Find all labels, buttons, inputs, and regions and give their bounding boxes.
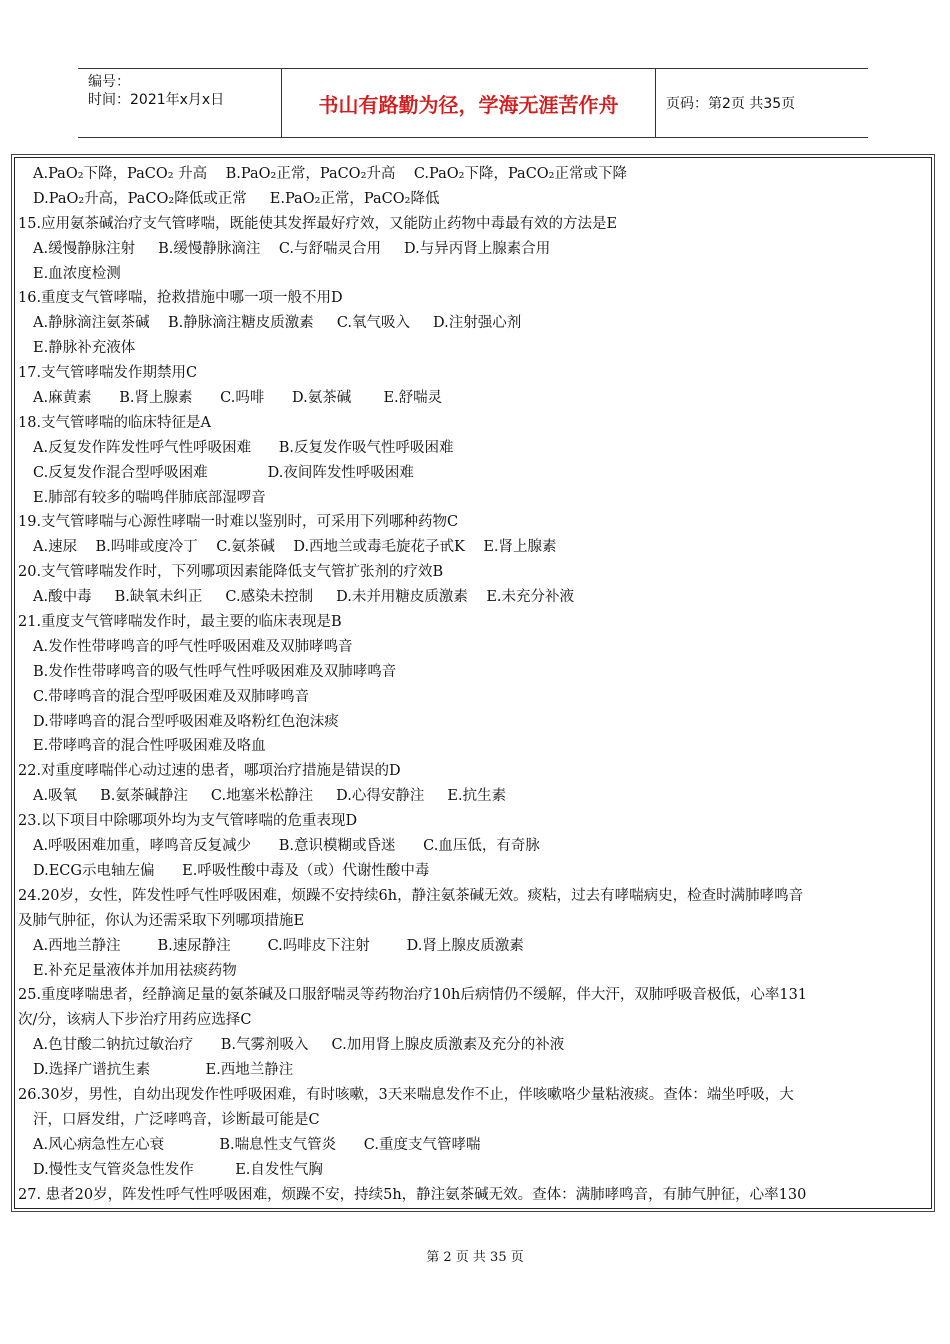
question-lines [18, 162, 931, 1207]
text-line: E.带哮鸣音的混合性呼吸困难及咯血 [33, 738, 266, 755]
text-line: 22.对重度哮喘伴心动过速的患者，哪项治疗措施是错误的D [18, 763, 401, 780]
text-line: D.PaO₂升高，PaCO₂降低或正常 E.PaO₂正常，PaCO₂降低 [33, 190, 440, 207]
text-line: C.反复发作混合型呼吸困难 D.夜间阵发性呼吸困难 [33, 464, 414, 481]
text-line: 23.以下项目中除哪项外均为支气管哮喘的危重表现D [18, 813, 358, 830]
page-footer: 第 2 页 共 35 页 [426, 1250, 524, 1265]
text-line: 汗，口唇发绀，广泛哮鸣音，诊断最可能是C [33, 1111, 320, 1128]
text-line: A.速尿 B.吗啡或度冷丁 C.氨茶碱 D.西地兰或毒毛旋花子甙K E.肾上腺素 [33, 539, 557, 556]
text-line: D.慢性支气管炎急性发作 E.自发性气胸 [33, 1161, 323, 1178]
text-line: 19.支气管哮喘与心源性哮喘一时难以鉴别时，可采用下列哪种药物C [18, 514, 459, 531]
text-line: A.呼吸困难加重，哮鸣音反复减少 B.意识模糊或昏迷 C.血压低，有奇脉 [33, 838, 540, 855]
text-line: A.反复发作阵发性呼气性呼吸困难 B.反复发作吸气性呼吸困难 [33, 439, 454, 456]
document-number-label: 编号： [88, 74, 130, 90]
text-line: 17.支气管哮喘发作期禁用C [18, 365, 198, 382]
text-line: A.PaO₂下降，PaCO₂ 升高 B.PaO₂正常，PaCO₂升高 C.PaO₂下降，PaCO₂正常或下降 [33, 166, 627, 182]
text-line: A.静脉滴注氨茶碱 B.静脉滴注糖皮质激素 C.氧气吸入 D.注射强心剂 [33, 315, 522, 332]
text-line: A.酸中毒 B.缺氧未纠正 C.感染未控制 D.未并用糖皮质激素 E.未充分补液 [33, 589, 575, 606]
text-line: 15.应用氨茶碱治疗支气管哮喘，既能使其发挥最好疗效，又能防止药物中毒最有效的方法是E [18, 215, 618, 232]
text-line: 次/分，该病人下步治疗用药应选择C [18, 1012, 252, 1029]
text-line: A.吸氧 B.氨茶碱静注 C.地塞米松静注 D.心得安静注 E.抗生素 [33, 788, 507, 805]
text-line: A.色甘酸二钠抗过敏治疗 B.气雾剂吸入 C.加用肾上腺皮质激素及充分的补液 [33, 1037, 565, 1054]
text-line: D.带哮鸣音的混合型呼吸困难及咯粉红色泡沫痰 [33, 713, 339, 730]
question-content-box [14, 157, 932, 1209]
header-motto: 书山有路勤为径，学海无涯苦作舟 [282, 69, 656, 137]
document-time-label: 时间：2021年x月x日 [88, 92, 225, 108]
text-line: 21.重度支气管哮喘发作时，最主要的临床表现是B [18, 614, 342, 631]
text-line: E.静脉补充液体 [33, 340, 136, 357]
text-line: E.血浓度检测 [33, 265, 121, 282]
text-line: 25.重度哮喘患者，经静滴足量的氨茶碱及口服舒喘灵等药物治疗10h后病情仍不缓解，伴大汗，双肺呼吸音极低，心率131 [18, 987, 808, 1004]
header-page-label: 页码：第2页 共35页 [666, 96, 796, 112]
text-line: 24.20岁，女性，阵发性呼气性呼吸困难，烦躁不安持续6h，静注氨茶碱无效。痰粘，过去有哮喘病史，检查时满肺哮鸣音 [18, 887, 804, 904]
text-line: A.缓慢静脉注射 B.缓慢静脉滴注 C.与舒喘灵合用 D.与异丙肾上腺素合用 [33, 240, 551, 257]
text-line: 16.重度支气管哮喘，抢救措施中哪一项一般不用D [18, 290, 343, 307]
text-line: D.选择广谱抗生素 E.西地兰静注 [33, 1062, 294, 1079]
text-line: 26.30岁，男性，自幼出现发作性呼吸困难，有时咳嗽，3天来喘息发作不止，伴咳嗽咯少量粘液痰。查体：端坐呼吸，大 [18, 1086, 794, 1103]
text-line: 20.支气管哮喘发作时，下列哪项因素能降低支气管扩张剂的疗效B [18, 564, 444, 581]
header-left-cell [78, 69, 282, 137]
text-line: 及肺气肿征，你认为还需采取下列哪项措施E [18, 912, 305, 929]
text-line: A.西地兰静注 B.速尿静注 C.吗啡皮下注射 D.肾上腺皮质激素 [33, 937, 524, 954]
text-line: A.麻黄素 B.肾上腺素 C.吗啡 D.氨茶碱 E.舒喘灵 [33, 390, 443, 407]
text-line: 27. 患者20岁，阵发性呼气性呼吸困难，烦躁不安，持续5h，静注氨茶碱无效。查体：满肺哮鸣音，有肺气肿征，心率130 [18, 1186, 807, 1203]
text-line: 18.支气管哮喘的临床特征是A [18, 414, 212, 431]
page-header [78, 68, 868, 138]
text-line: A.发作性带哮鸣音的呼气性呼吸困难及双肺哮鸣音 [33, 638, 353, 655]
text-line: D.ECG示电轴左偏 E.呼吸性酸中毒及（或）代谢性酸中毒 [33, 862, 430, 879]
text-line: A.风心病急性左心衰 B.喘息性支气管炎 C.重度支气管哮喘 [33, 1136, 481, 1153]
text-line: C.带哮鸣音的混合型呼吸困难及双肺哮鸣音 [33, 688, 310, 705]
text-line: E.肺部有较多的喘鸣伴肺底部湿啰音 [33, 489, 266, 506]
text-line: E.补充足量液体并加用祛痰药物 [33, 962, 237, 979]
text-line: B.发作性带哮鸣音的吸气性呼气性呼吸困难及双肺哮鸣音 [33, 663, 397, 680]
